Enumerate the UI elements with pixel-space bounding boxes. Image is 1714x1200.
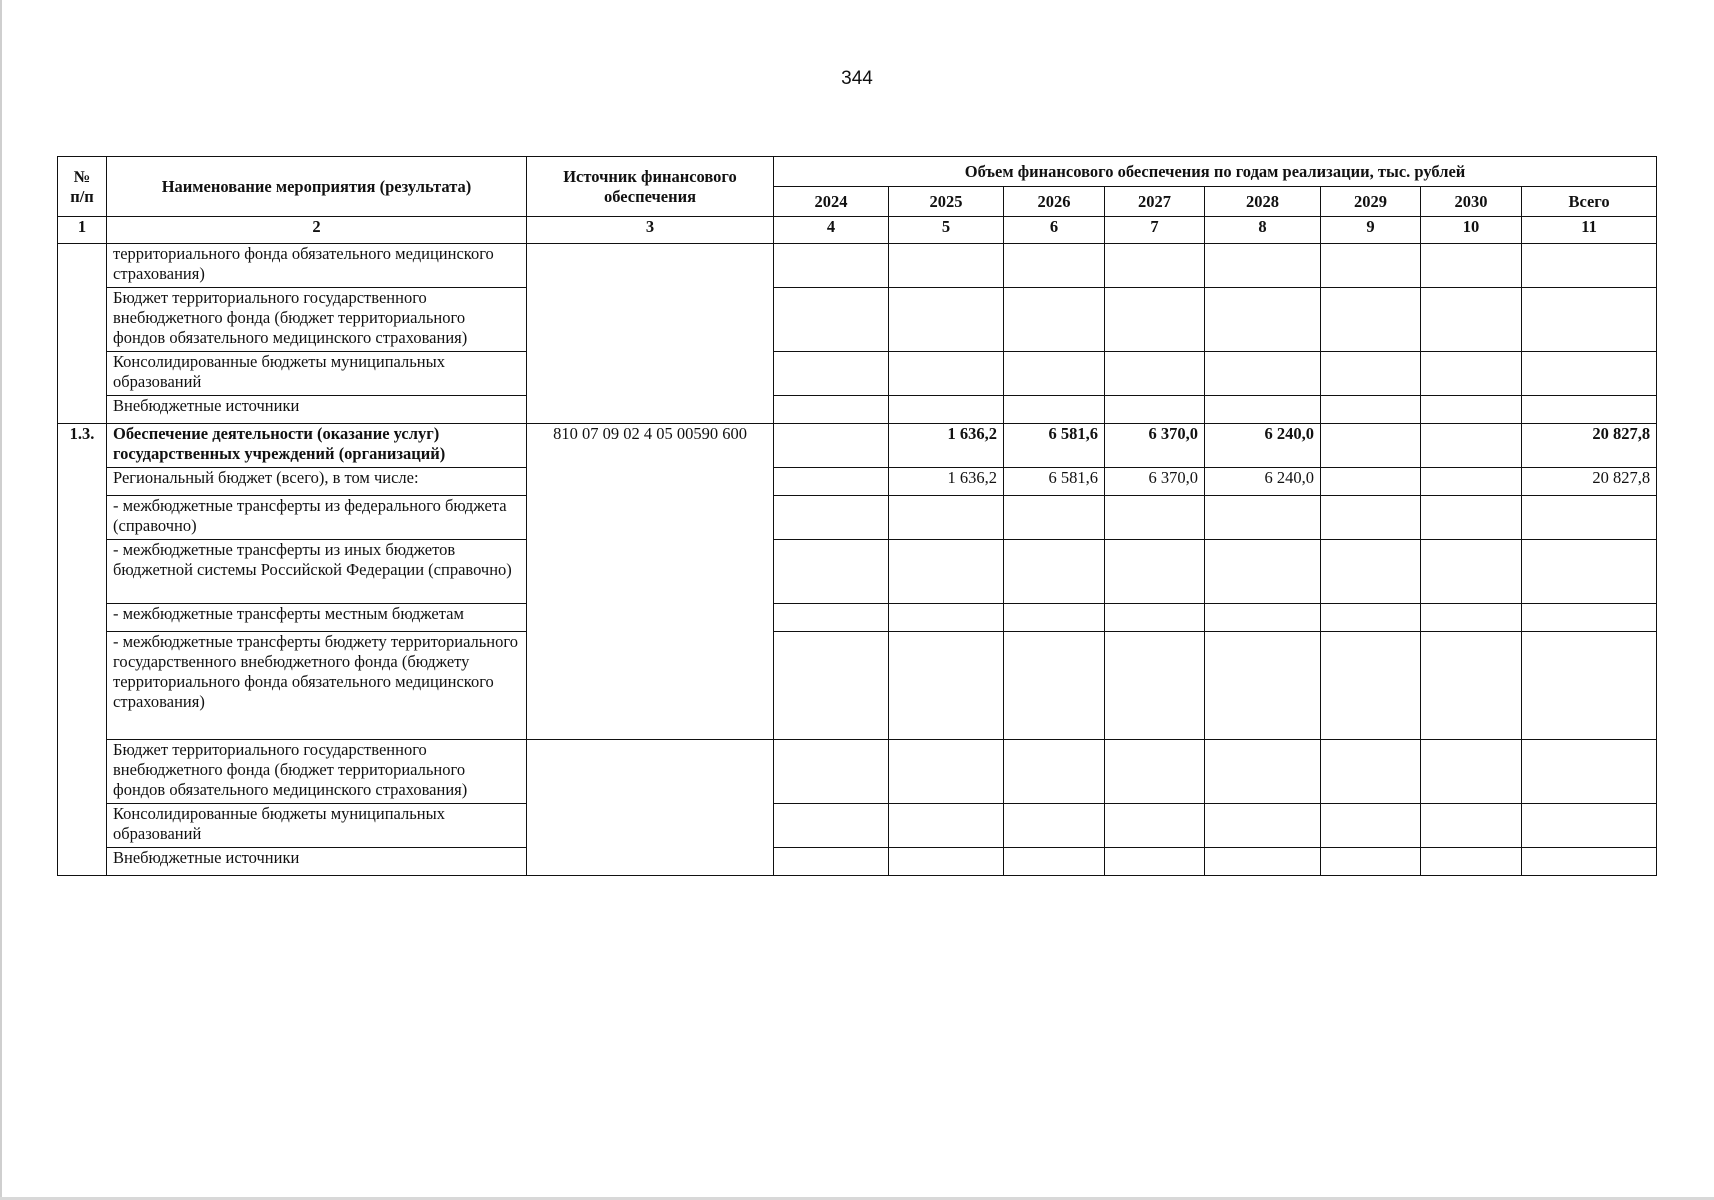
source-cell-empty [527,244,774,424]
value-cell [889,244,1004,288]
value-cell: 1 636,2 [889,424,1004,468]
row-label: Бюджет территориального государственного внебюджетного фонда (бюджет территориального фондов обязательного медицинского страхования) [107,740,527,804]
value-cell [889,396,1004,424]
value-cell [1321,804,1421,848]
table-row [58,804,1657,848]
row-label: Внебюджетные источники [107,848,527,876]
table-row [58,352,1657,396]
value-cell [1105,352,1205,396]
value-cell [1105,244,1205,288]
value-cell [1205,604,1321,632]
value-cell [1421,468,1522,496]
value-cell [1105,496,1205,540]
value-cell [1004,804,1105,848]
value-cell [1522,632,1657,740]
value-cell [1105,288,1205,352]
value-cell [1105,848,1205,876]
row-label: Консолидированные бюджеты муниципальных образований [107,352,527,396]
row-label: Обеспечение деятельности (оказание услуг) государственных учреждений (организаций) [107,424,527,468]
value-cell [1421,632,1522,740]
value-cell [1205,396,1321,424]
header-number [58,157,107,217]
value-cell [889,740,1004,804]
table-row [58,396,1657,424]
table-row [58,632,1657,740]
value-cell [1421,848,1522,876]
value-cell: 6 370,0 [1105,468,1205,496]
value-cell [1205,244,1321,288]
value-cell [774,604,889,632]
value-cell [1421,288,1522,352]
value-cell [1321,424,1421,468]
value-cell [1004,740,1105,804]
header-volume: Объем финансового обеспечения по годам реализации, тыс. рублей [774,157,1657,187]
value-cell [1105,540,1205,604]
value-cell [1205,540,1321,604]
value-cell [1004,244,1105,288]
row-label: Консолидированные бюджеты муниципальных образований [107,804,527,848]
header-year: 2030 [1421,187,1522,217]
value-cell [1522,848,1657,876]
value-cell [1522,496,1657,540]
page-number: 344 [841,68,873,89]
header-year: 2025 [889,187,1004,217]
value-cell [1105,396,1205,424]
column-number-row [58,217,1657,244]
value-cell [1004,288,1105,352]
value-cell [1321,244,1421,288]
value-cell [1421,604,1522,632]
value-cell [774,540,889,604]
value-cell [1421,740,1522,804]
value-cell: 6 370,0 [1105,424,1205,468]
value-cell [1421,804,1522,848]
row-label: - межбюджетные трансферты местным бюджетам [107,604,527,632]
header-name: Наименование мероприятия (результата) [107,157,527,217]
table-row [58,848,1657,876]
value-cell [1522,804,1657,848]
value-cell [1321,496,1421,540]
value-cell [1421,352,1522,396]
column-number: 8 [1205,217,1321,244]
table-row [58,604,1657,632]
value-cell [1205,288,1321,352]
header-number-line1: № [73,166,91,186]
value-cell [774,352,889,396]
table-row [58,540,1657,604]
value-cell [1421,244,1522,288]
table-row [58,244,1657,288]
row-label: Внебюджетные источники [107,396,527,424]
row-label: - межбюджетные трансферты из федерального бюджета (справочно) [107,496,527,540]
column-number: 5 [889,217,1004,244]
column-number: 10 [1421,217,1522,244]
value-cell [774,740,889,804]
column-number: 9 [1321,217,1421,244]
value-cell [1205,848,1321,876]
value-cell [1522,604,1657,632]
value-cell [1004,540,1105,604]
header-year: 2024 [774,187,889,217]
financing-table [57,156,1657,876]
header-year: 2028 [1205,187,1321,217]
row-label: территориального фонда обязательного медицинского страхования) [107,244,527,288]
value-cell [774,496,889,540]
value-cell [1321,740,1421,804]
column-number: 4 [774,217,889,244]
header-total: Всего [1522,187,1657,217]
header-year: 2027 [1105,187,1205,217]
value-cell [1421,396,1522,424]
source-code: 810 07 09 02 4 05 00590 600 [527,424,774,740]
table-row [58,288,1657,352]
value-cell: 20 827,8 [1522,424,1657,468]
value-cell: 6 240,0 [1205,468,1321,496]
header-year: 2026 [1004,187,1105,217]
value-cell: 6 240,0 [1205,424,1321,468]
row-label: Бюджет территориального государственного внебюджетного фонда (бюджет территориального фондов обязательного медицинского страхования) [107,288,527,352]
value-cell [1004,396,1105,424]
value-cell [1321,468,1421,496]
header-year: 2029 [1321,187,1421,217]
value-cell [889,496,1004,540]
header-source: Источник финансового обеспечения [527,157,774,217]
row-number: 1.3. [58,424,107,876]
value-cell [1105,804,1205,848]
row-label: - межбюджетные трансферты из иных бюджетов бюджетной системы Российской Федерации (справочно) [107,540,527,604]
value-cell [1004,496,1105,540]
value-cell [1321,604,1421,632]
header-row-1 [58,157,1657,187]
table-row [58,740,1657,804]
value-cell [889,288,1004,352]
source-cell-empty [527,740,774,876]
value-cell [1004,848,1105,876]
value-cell [889,848,1004,876]
table-row [58,468,1657,496]
value-cell [1522,740,1657,804]
value-cell [774,848,889,876]
table-row [58,424,1657,468]
header-number-line2: п/п [70,186,94,206]
column-number: 11 [1522,217,1657,244]
value-cell [1321,288,1421,352]
value-cell [1421,496,1522,540]
value-cell: 20 827,8 [1522,468,1657,496]
value-cell [889,540,1004,604]
value-cell [1522,288,1657,352]
column-number: 1 [58,217,107,244]
value-cell [1105,740,1205,804]
value-cell [774,396,889,424]
row-label: - межбюджетные трансферты бюджету территориального государственного внебюджетного фонда (бюджету территориального фонда обязательного медицинского страхования) [107,632,527,740]
value-cell [1004,632,1105,740]
value-cell [1321,352,1421,396]
value-cell [889,632,1004,740]
value-cell [1522,244,1657,288]
value-cell [1321,632,1421,740]
value-cell [1205,632,1321,740]
value-cell: 1 636,2 [889,468,1004,496]
value-cell [774,804,889,848]
value-cell [774,288,889,352]
value-cell [1205,496,1321,540]
value-cell [1321,540,1421,604]
value-cell [1004,604,1105,632]
value-cell [1105,604,1205,632]
column-number: 6 [1004,217,1105,244]
value-cell: 6 581,6 [1004,468,1105,496]
value-cell [774,468,889,496]
value-cell [1205,740,1321,804]
column-number: 2 [107,217,527,244]
value-cell [1522,352,1657,396]
value-cell [1321,396,1421,424]
value-cell [1522,540,1657,604]
value-cell [1522,396,1657,424]
value-cell [774,632,889,740]
value-cell [1421,424,1522,468]
row-number-empty [58,244,107,424]
value-cell [774,424,889,468]
value-cell [889,604,1004,632]
value-cell [889,804,1004,848]
value-cell [1205,804,1321,848]
value-cell [1105,632,1205,740]
value-cell: 6 581,6 [1004,424,1105,468]
value-cell [1004,352,1105,396]
column-number: 3 [527,217,774,244]
scan-left-edge [0,0,2,1200]
value-cell [1421,540,1522,604]
value-cell [889,352,1004,396]
value-cell [1321,848,1421,876]
column-number: 7 [1105,217,1205,244]
value-cell [1205,352,1321,396]
value-cell [774,244,889,288]
table-row [58,496,1657,540]
row-label: Региональный бюджет (всего), в том числе: [107,468,527,496]
